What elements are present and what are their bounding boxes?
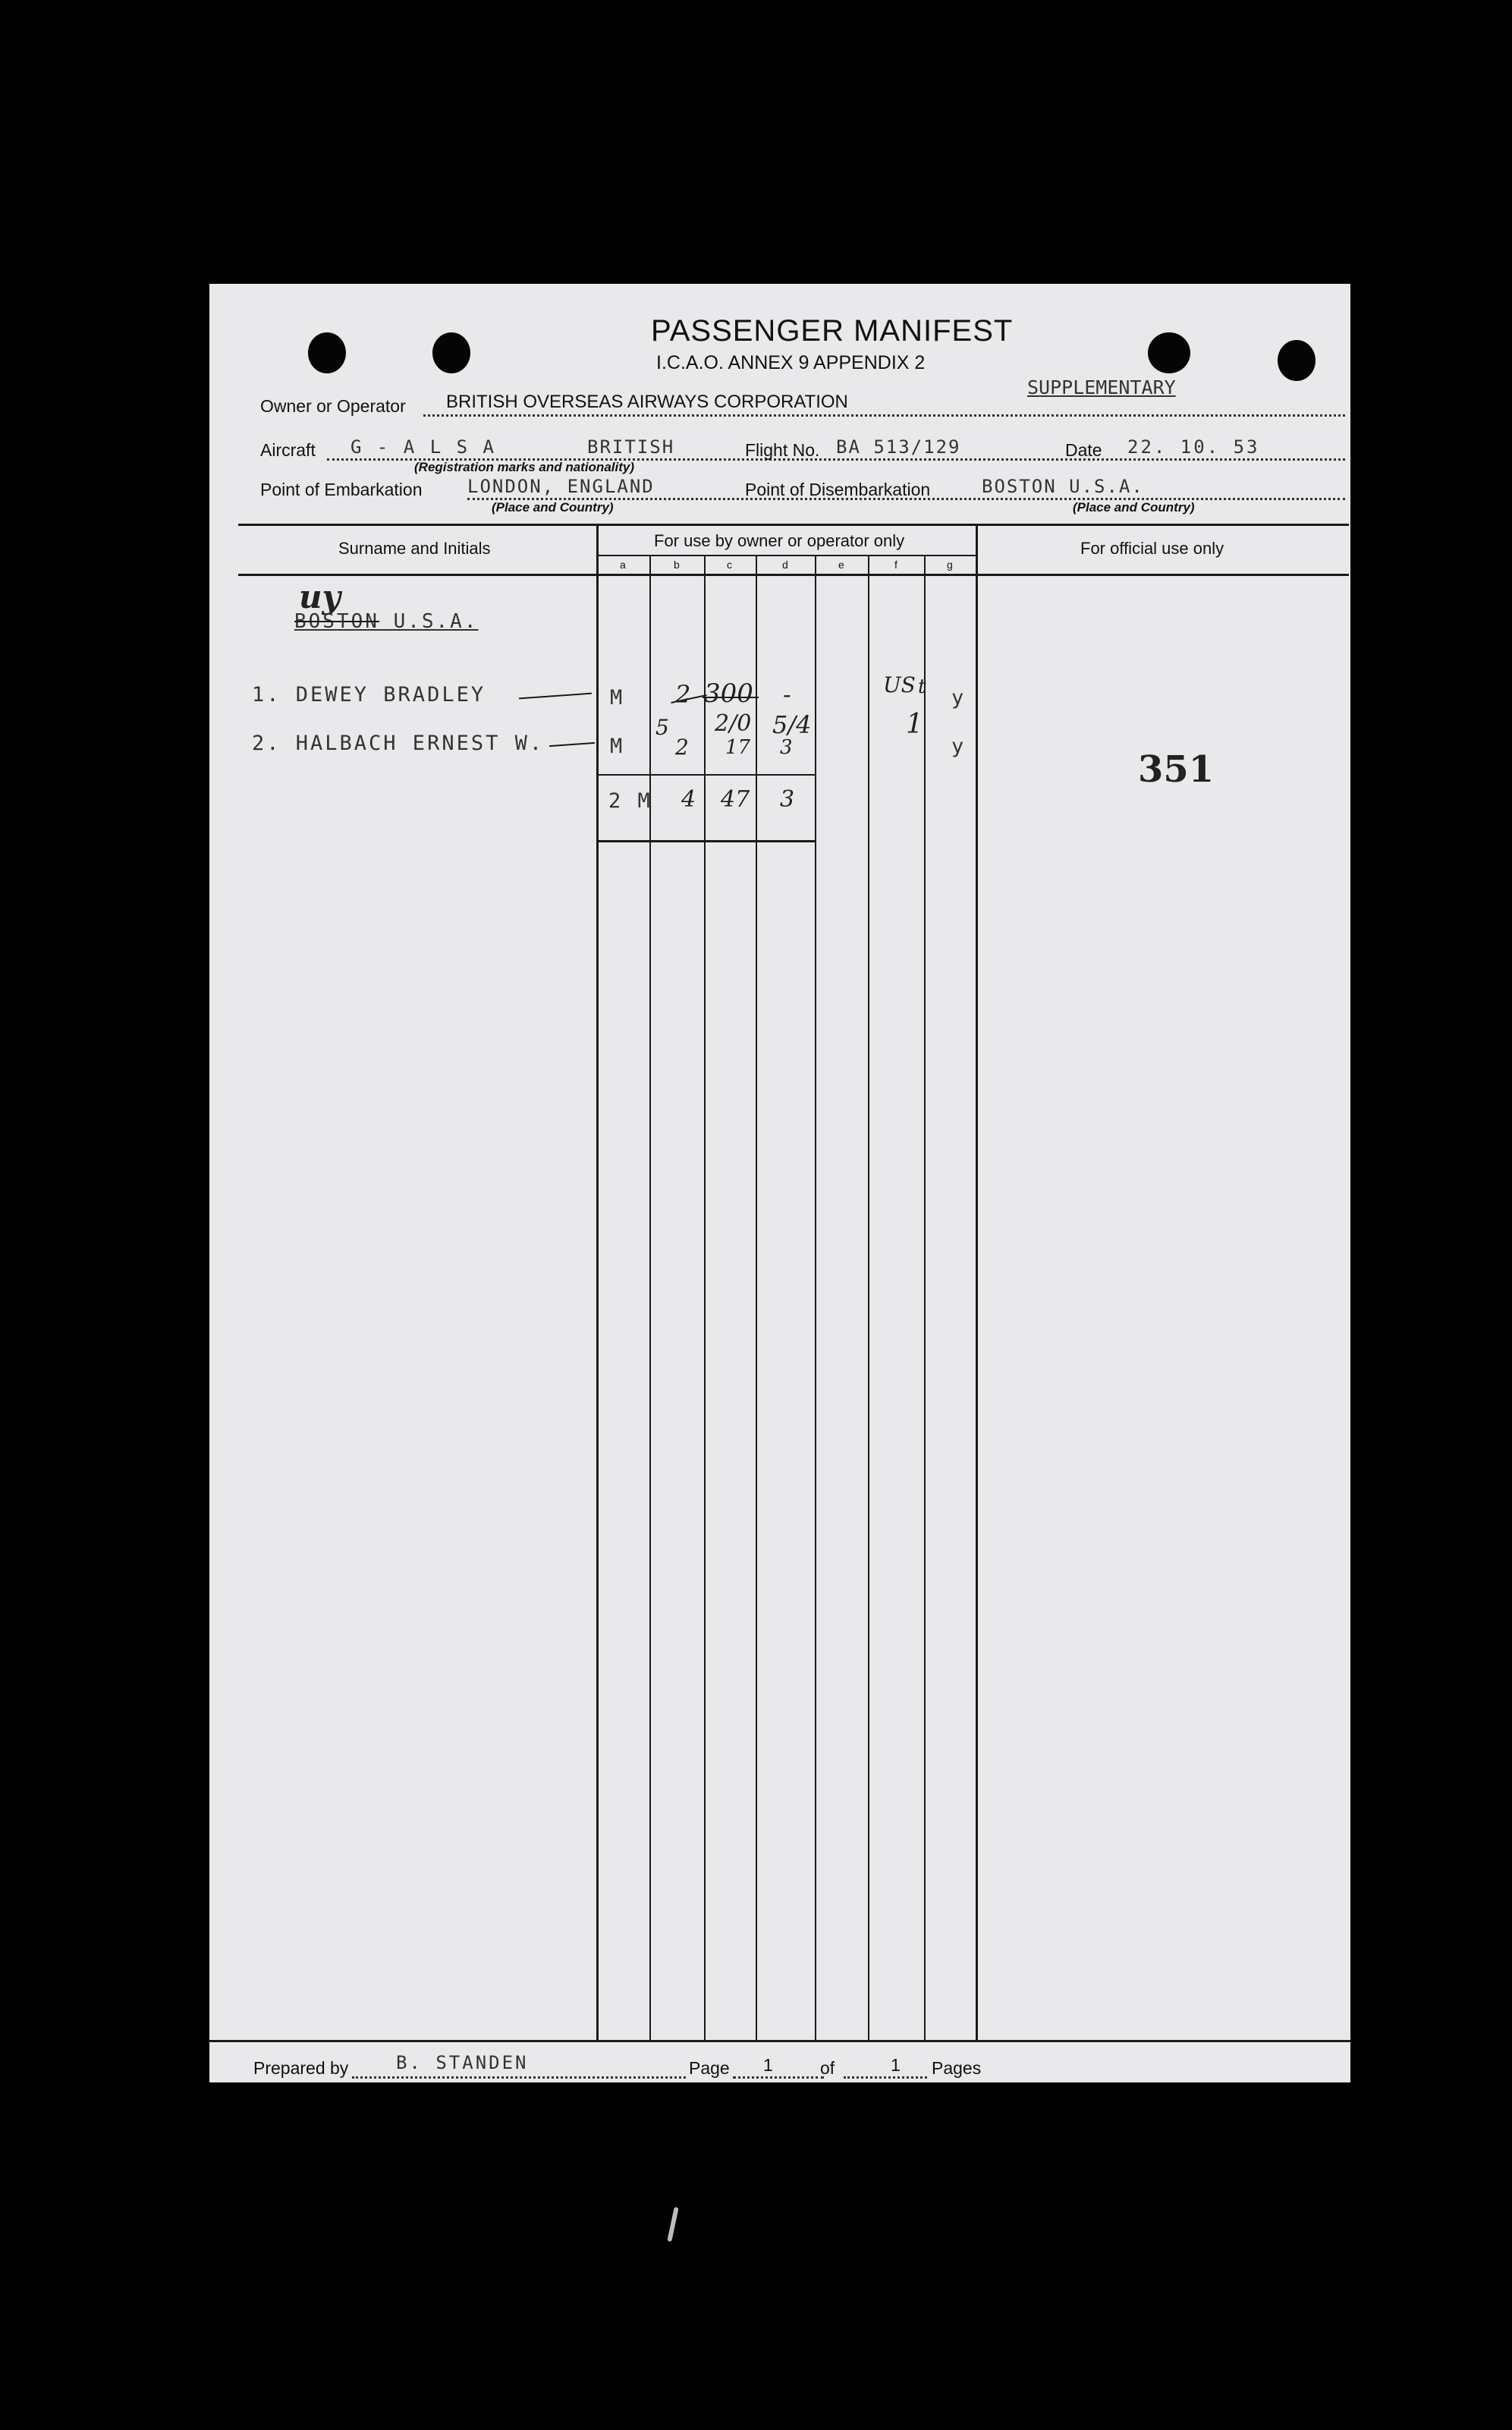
of-label: of [820,2058,835,2078]
owner-label: Owner or Operator [260,396,406,416]
column-letter-f: f [894,559,897,571]
letters-rule [598,555,977,556]
column-divider [976,524,978,2040]
flight-value: BA 513/129 [836,436,961,458]
total-col-b: 4 [681,786,696,813]
page-subtitle: I.C.A.O. ANNEX 9 APPENDIX 2 [656,352,926,373]
total-passengers: 2 M [608,789,652,813]
table-row-name: 1. DEWEY BRADLEY [252,683,486,707]
row-2-sex: M [610,735,625,758]
row-2-col-b-top: 5 [655,715,669,740]
total-col-c: 47 [721,786,750,813]
column-divider [704,555,706,2040]
column-letter-g: g [947,559,953,571]
handwritten-section-mark: uy [299,578,341,615]
date-label: Date [1065,440,1102,460]
row-2-col-g: y [951,735,967,758]
row-1-col-f-extra: t [918,675,926,698]
row-1-col-f: US [883,672,916,697]
column-divider [596,524,599,2040]
punch-hole [1148,332,1190,373]
aircraft-label: Aircraft [260,440,316,460]
row-1-col-g: y [951,686,967,710]
totals-top-rule [596,774,816,776]
footer-rule [209,2040,1350,2042]
row-1-sex: M [610,686,625,710]
embarkation-label: Point of Embarkation [260,480,423,499]
strike-mark [294,621,379,622]
prepared-by-label: Prepared by [253,2058,349,2078]
registration-note: (Registration marks and nationality) [414,460,634,474]
official-column-header: For official use only [1080,539,1224,558]
header-bottom-rule [238,574,1349,576]
punch-hole [308,332,346,373]
row-2-col-d: 3 [780,736,793,759]
table-row-name: 2. HALBACH ERNEST W. [252,732,545,755]
aircraft-value: G - A L S A [350,436,496,458]
of-dotted-line [844,2076,927,2079]
strike-mark [703,697,759,698]
operator-column-header: For use by owner or operator only [654,531,905,550]
flight-label: Flight No. [745,440,820,460]
disembarkation-note: (Place and Country) [1073,500,1195,515]
section-heading: BOSTON U.S.A. [294,610,479,633]
column-letter-d: d [782,559,788,571]
column-letter-a: a [620,559,626,571]
punch-hole [432,332,470,373]
page-title: PASSENGER MANIFEST [651,314,1014,348]
row-1-col-c: 300 [704,678,753,709]
date-value: 22. 10. 53 [1127,436,1260,458]
scan-mark [667,2207,678,2242]
manifest-sheet [209,284,1350,2082]
column-divider [756,555,757,2040]
row-2-col-f: 1 [906,709,923,740]
embarkation-note: (Place and Country) [492,500,614,515]
total-col-d: 3 [780,786,795,813]
owner-dotted-line [423,414,1345,417]
row-2-col-c-top: 2/0 [715,710,752,737]
column-divider [868,555,869,2040]
row-2-col-b: 2 [675,735,689,760]
row-1-col-b: 2 [675,680,691,709]
column-letter-c: c [727,559,732,571]
column-divider [924,555,926,2040]
row-2-col-c: 17 [725,736,751,759]
column-letter-b: b [674,559,680,571]
page-dotted-line [733,2076,824,2079]
official-stamp-number: 351 [1138,748,1215,791]
column-divider [649,555,651,2040]
disembarkation-label: Point of Disembarkation [745,480,931,499]
prepared-by-value: B. STANDEN [396,2052,529,2073]
page-number: 1 [763,2055,773,2075]
supplementary-stamp: SUPPLEMENTARY [1027,376,1176,398]
row-leader-line [519,693,592,700]
column-letter-e: e [838,559,844,571]
nationality-value: BRITISH [587,436,675,458]
punch-hole [1278,340,1316,381]
row-1-col-c-dash: - [783,680,791,709]
totals-bottom-rule [596,840,816,842]
pages-label: Pages [932,2058,982,2078]
page-label: Page [689,2058,730,2078]
embarkation-value: LONDON, ENGLAND [467,476,655,497]
column-divider [815,555,816,2040]
page-total: 1 [891,2055,901,2075]
owner-value: BRITISH OVERSEAS AIRWAYS CORPORATION [446,392,848,412]
row-leader-line [549,742,595,747]
row-2-col-d-top: 5/4 [772,710,812,739]
prepared-dotted-line [352,2076,686,2079]
table-top-rule [238,524,1349,526]
disembarkation-value: BOSTON U.S.A. [982,476,1144,497]
surname-column-header: Surname and Initials [338,539,491,558]
